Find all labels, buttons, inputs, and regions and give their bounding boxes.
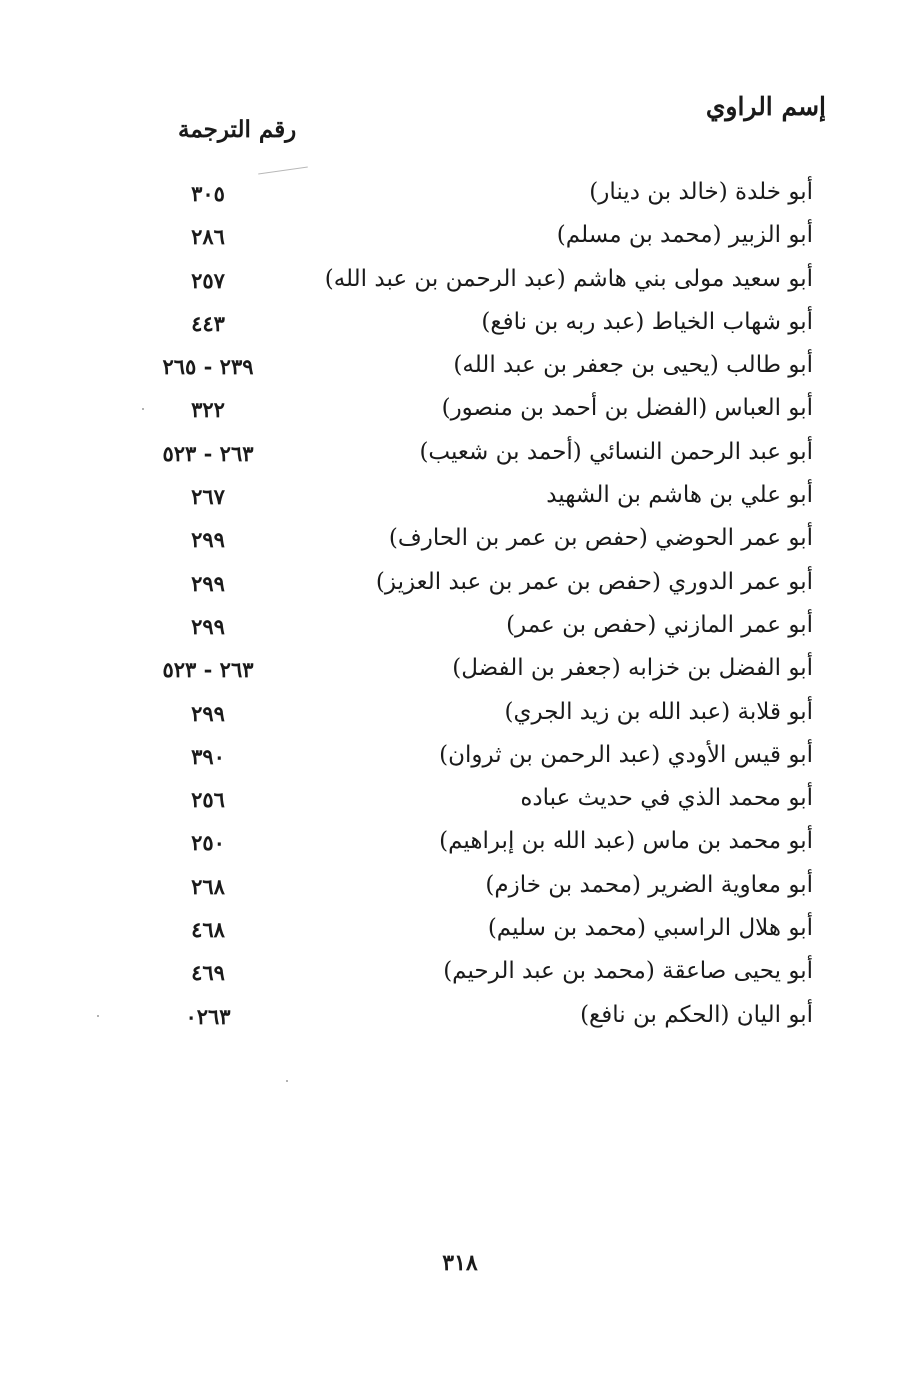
- list-item: [0, 302, 921, 345]
- list-item: [0, 735, 921, 778]
- narrator-name: أبو سعيد مولى بني هاشم (عبد الرحمن بن عبد الله): [324, 265, 813, 292]
- narrator-name: أبو قلابة (عبد الله بن زيد الجري): [504, 698, 813, 725]
- entry-number: ٢٦٧: [191, 484, 225, 510]
- entry-number: ٢٥٧: [191, 267, 225, 293]
- narrator-name: أبو علي بن هاشم بن الشهيد: [546, 482, 813, 509]
- narrator-name: أبو عمر الحوضي (حفص بن عمر بن الحارف): [388, 525, 813, 552]
- narrator-name-heading: إسم الراوي: [705, 92, 826, 121]
- list-item: [0, 172, 921, 215]
- list-item: [0, 908, 921, 951]
- list-item: [0, 345, 921, 388]
- narrator-name: أبو معاوية الضرير (محمد بن خازم): [485, 871, 813, 898]
- list-item: [0, 865, 921, 908]
- narrator-name: أبو عبد الرحمن النسائي (أحمد بن شعيب): [419, 438, 813, 465]
- narrator-name: أبو يحيى صاعقة (محمد بن عبد الرحيم): [443, 958, 813, 985]
- entry-number: ٢٩٩: [191, 700, 225, 726]
- narrator-name: أبو عمر الدوري (حفص بن عمر بن عبد العزيز): [375, 568, 813, 595]
- page-number: ٣١٨: [442, 1250, 478, 1276]
- list-item: [0, 648, 921, 691]
- narrator-name: أبو الفضل بن خزابه (جعفر بن الفضل): [452, 655, 813, 682]
- paper-speck: [286, 1080, 288, 1082]
- list-item: [0, 995, 921, 1038]
- table-header: [0, 92, 921, 152]
- narrator-name: أبو محمد الذي في حديث عباده: [520, 785, 813, 812]
- list-item: [0, 215, 921, 258]
- list-item: [0, 259, 921, 302]
- entry-number: ٢٩٩: [191, 570, 225, 596]
- list-item: [0, 778, 921, 821]
- entry-number: ٤٦٨: [191, 917, 225, 943]
- list-item: [0, 821, 921, 864]
- list-item: [0, 432, 921, 475]
- narrator-name: أبو طالب (يحيى بن جعفر بن عبد الله): [453, 352, 813, 379]
- paper-speck: [142, 408, 144, 410]
- narrator-name: أبو هلال الراسبي (محمد بن سليم): [487, 915, 813, 942]
- entry-number-heading: رقم الترجمة: [178, 116, 297, 143]
- entry-number: ٢٥٦: [191, 787, 225, 813]
- entry-number: ٣٩٠: [191, 743, 225, 769]
- entry-number: ٢٣٩ - ٢٦٥: [162, 354, 254, 380]
- list-item: [0, 605, 921, 648]
- narrator-name: أبو محمد بن ماس (عبد الله بن إبراهيم): [439, 828, 813, 855]
- list-item: [0, 475, 921, 518]
- entry-number: ٢٩٩: [191, 527, 225, 553]
- list-item: [0, 692, 921, 735]
- entry-number: ٠٢٦٣: [185, 1003, 231, 1029]
- entry-number: ٢٥٠: [191, 830, 225, 856]
- entry-number: ٢٦٨: [191, 873, 225, 899]
- entry-number: ٢٩٩: [191, 613, 225, 639]
- list-item: [0, 388, 921, 431]
- narrator-list: [0, 172, 921, 1038]
- entry-number: ٤٦٩: [191, 960, 225, 986]
- entry-number: ٤٤٣: [191, 310, 225, 336]
- list-item: [0, 562, 921, 605]
- narrator-name: أبو اليان (الحكم بن نافع): [580, 1001, 813, 1028]
- narrator-name: أبو شهاب الخياط (عبد ربه بن نافع): [481, 308, 813, 335]
- entry-number: ٣٢٢: [191, 397, 225, 423]
- narrator-name: أبو العباس (الفضل بن أحمد بن منصور): [441, 395, 813, 422]
- narrator-name: أبو عمر المازني (حفص بن عمر): [506, 611, 813, 638]
- entry-number: ٢٦٣ - ٥٢٣: [162, 440, 254, 466]
- narrator-name: أبو خلدة (خالد بن دينار): [589, 179, 813, 205]
- list-item: [0, 951, 921, 994]
- entry-number: ٢٨٦: [191, 224, 225, 250]
- entry-number: ٣٠٥: [191, 181, 225, 206]
- entry-number: ٢٦٣ - ٥٢٣: [162, 657, 254, 683]
- paper-speck: [97, 1015, 99, 1017]
- list-item: [0, 518, 921, 561]
- narrator-name: أبو الزبير (محمد بن مسلم): [556, 222, 813, 249]
- narrator-name: أبو قيس الأودي (عبد الرحمن بن ثروان): [439, 741, 813, 768]
